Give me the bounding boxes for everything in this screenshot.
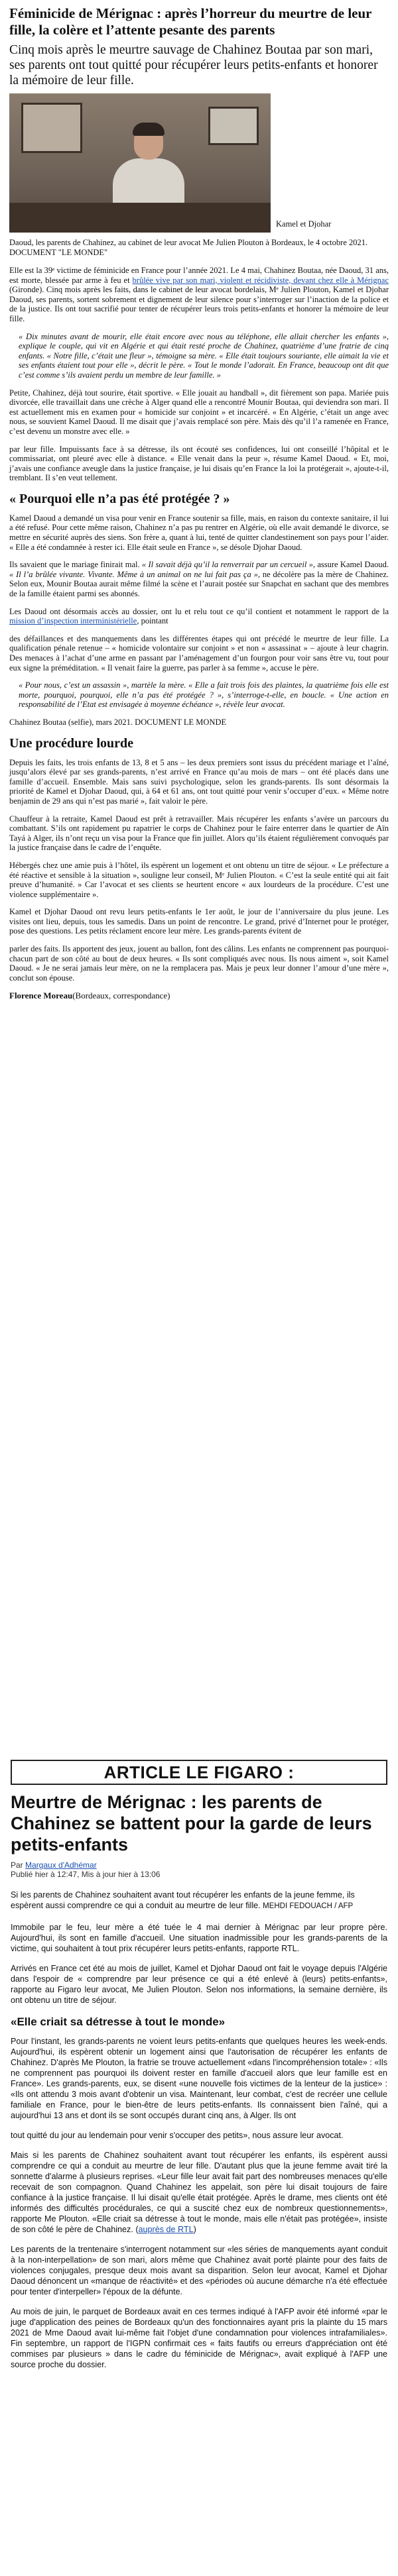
link-burned-alive[interactable]: brûlée vive par son mari, violent et récidiviste, devant chez elle à Mérignac: [132, 275, 389, 285]
article2-title: Meurtre de Mérignac : les parents de Chahinez se battent pour la garde de leurs petits-enfants: [11, 1792, 372, 1854]
paragraph-9: Chauffeur à la retraite, Kamel Daoud est prêt à retravailler. Mais récupérer les enfants s’avère un parcours du combattant. S’ils ont rapidement pu rapatrier le corps de Chahinez pour le faire enterrer dans le quartier de Aïn Tayá à Alger, ils n’ont reçu un visa pour la France que fin juillet. Alors qu’ils étaient régulièrement convoqués par la justice française dans le cadre de l’enquête.: [9, 814, 389, 853]
article1-intro: Cinq mois après le meurtre sauvage de Chahinez Boutaa par son mari, ses parents ont tout quitté pour récupérer leurs petits-enfants et honorer la mémoire de leur fille.: [9, 43, 378, 87]
paragraph-8: Depuis les faits, les trois enfants de 13, 8 et 5 ans – les deux premiers sont issus du précédent mariage et l’aîné, jusqu’alors élevé par ses grands-parents, n’est arrivé en France qu’au mois de mars – ont été placés dans une famille d’accueil. Ensemble. Mais sans suivi psychologique, selon les grands-parents. Ils sont désormais la priorité de Kamel et Djohar Daoud, qui, à 64 et 61 ans, ont tout quitté pour venir s’occuper d’eux. « Même notre benjamin de 29 ans qui n’est pas marié », fait valoir le père.: [9, 757, 389, 806]
paragraph-11: Kamel et Djohar Daoud ont revu leurs petits-enfants le 1er août, le jour de l’anniversaire du plus jeune. Les visites ont lieu, depuis, tous les samedis. Dans un point de rencontre. Le grand, privé d’Internet pour le protéger, pose des questions. Les petits réclament encore leur mère. Les grands-parents évitent de: [9, 907, 389, 936]
author-link[interactable]: Margaux d'Adhémar: [25, 1860, 97, 1870]
publish-date: Publié hier à 12:47, Mis à jour hier à 13:06: [11, 1870, 161, 1879]
paragraph-2: Petite, Chahinez, déjà tout sourire, était sportive. « Elle jouait au handball », dit fièrement son papa. Mariée puis divorcée, elle travaillait dans une crèche à Alger quand elle a rencontré Mounir Boutaa, qui deviendra son mari. Il est actuellement mis en examen pour « homicide sur conjoint » et incarcéré. « En Algérie, c’était un ange avec nous, se souvient Kamel Daoud. Il me disait que j’avais remplacé son père. Mais dès qu’il l’a ramenée en France, c’est devenu un monstre avec elle. »: [9, 388, 389, 436]
a2-paragraph-1: Immobile par le feu, leur mère a été tuée le 4 mai dernier à Mérignac par leur propre père. Aujourd'hui, ils sont en famille d'accueil. Une situation inadmissible pour les grands-parents de la victime, qui souhaitent à tout prix récupérer leurs petits-enfants, rapporte RTL.: [11, 1923, 387, 1953]
parents-photo: [9, 93, 271, 233]
author-credit: Florence Moreau(Bordeaux, correspondance): [9, 991, 170, 1001]
a2-subheading: «Elle criait sa détresse à tout le monde»: [11, 2015, 226, 2028]
figaro-banner: ARTICLE LE FIGARO :: [11, 1760, 387, 1785]
byline: Par Margaux d'Adhémar: [11, 1860, 97, 1870]
paragraph-10: Hébergés chez une amie puis à l’hôtel, ils espèrent un logement et ont obtenu un titre de séjour. « Le préfecture a été réactive et sensible à la situation », souligne leur conseil, Mᵉ Julien Plouton. « C’est la seule entité qui ait fait preuve d’humanité. » Car l’avocat et ses clients se heurtent encore « aux lourdeurs de la procédure. C’est une violence supplémentaire ».: [9, 860, 389, 899]
paragraph-4: Kamel Daoud a demandé un visa pour venir en France soutenir sa fille, mais, en raison du contexte sanitaire, il lui a été refusé. Pour cette même raison, Chahinez n’a pas pu rentrer en Algérie, où elle avait demandé le divorce, se mettre en sécurité auprès des siens. Son frère a, quant à lui, tenté de quitter clandestinement son pays pour l’aider. « Elle a été condamnée à rester ici. Elle était seule en France », se désole Djohar Daoud.: [9, 513, 389, 552]
a2-paragraph-3: Pour l'instant, les grands-parents ne voient leurs petits-enfants que quelques heures les week-ends. Aujourd'hui, ils espèrent obtenir un logement ainsi que l'autorisation de récupérer les enfants de Chahinez. D'après Me Plouton, la fratrie se trouve actuellement «dans l'incompréhension totale» : «Ils ne comprennent pas pourquoi ils doivent rester en famille d'accueil alors que leur famille est en France». Les grands-parents, eux, se disent «une nouvelle fois victimes de la lenteur de la justice» : «Ils ont attendu 3 mois avant d'obtenir un visa. Maintenant, leur combat, c'est de recréer une cellule familiale en France, pour le bien-être de leurs petits-enfants. Ils connaissent bien l'aîné, qui a aujourd'hui 13 ans et dont ils se sont occupés durant cinq ans, à Alger. Ils ont: [11, 2037, 387, 2120]
a2-paragraph-5: Mais si les parents de Chahinez souhaitent avant tout récupérer les enfants, ils espèrent aussi comprendre ce qui a conduit au meurtre de leur fille. D'autant plus que la jeune femme avait tiré la sonnette d'alarme à plusieurs reprises. «Leur fille leur avait fait part des nombreuses menaces qu'elle recevait de son compagnon. Quand Chahinez les appelait, son père lui disait toujours de faire confiance à la justice française. Il lui disait qu'elle était protégée. Après le drame, mes clients ont été informés des difficultés procédurales, ce qui a suscité chez eux de nombreux questionnements», rapporte Me Plouton. «Elle criait sa détresse à tout le monde, mais elle n'était pas protégée», insiste de son côté le père de Chahinez. (auprès de RTL): [11, 2151, 387, 2234]
a2-paragraph-4: tout quitté du jour au lendemain pour venir s'occuper des petits», nous assure leur avocat.: [11, 2131, 344, 2140]
subheading-procedure: Une procédure lourde: [9, 735, 134, 751]
article1-title: Féminicide de Mérignac : après l’horreur du meurtre de leur fille, la colère et l’attente pesante des parents: [9, 5, 372, 38]
subheading-protection: « Pourquoi elle n’a pas été protégée ? »: [9, 491, 230, 506]
a2-paragraph-2: Arrivés en France cet été au mois de juillet, Kamel et Djohar Daoud ont fait le voyage depuis l'Algérie dans l'espoir de « comprendre par leur présence ce qui a été enlevé à (leurs) petits-enfants», rapporte au Figaro leur avocat, Me Julien Plouton. Selon nos informations, la semaine dernière, ils ont obtenu un titre de séjour.: [11, 1964, 387, 2005]
photo-caption-side: Kamel et Djohar: [276, 219, 332, 229]
link-inspection-mission[interactable]: mission d’inspection interministérielle: [9, 616, 137, 626]
paragraph-3: par leur fille. Impuissants face à sa détresse, ils ont écouté ses confidences, lui ont conseillé l’hôpital et le commissariat, ont pleuré avec elle à distance. « Elle venait dans la peur », résume Kamel Daoud. « Et, moi, j’avais une confiance aveugle dans la justice française, je lui disais qu’en France la loi la protégerait », ajoute-t-il, tremblant. Il s’en veut tellement.: [9, 444, 389, 483]
article-le-figaro: [0, 1754, 398, 2576]
a2-paragraph-7: Au mois de juin, le parquet de Bordeaux avait en ces termes indiqué à l'AFP avoir été informé «par le juge d'application des peines de Bordeaux qu'un des fonctionnaires ayant pris la plainte du 15 mars 2021 de Mme Daoud avait lui-même fait l'objet d'une condamnation pour violences intrafamiliales». Fin septembre, un rapport de l'IGPN confirmait ces « faits fautifs ou erreurs d'appréciation ont été commises par plusieurs » dans le cadre du féminicide de Mérignac», avait expliqué à l'AFP une source proche du dossier.: [11, 2307, 387, 2369]
paragraph-6: Les Daoud ont désormais accès au dossier, ont lu et relu tout ce qu’il contient et notamment le rapport de la mission d’inspection interministérielle, pointant: [9, 606, 389, 626]
paragraph-7: des défaillances et des manquements dans les différentes étapes qui ont précédé le meurtre de leur fille. La qualification pénale retenue – « homicide volontaire sur conjoint » et non « assassinat » – ajoute à leur chagrin. Des menaces à l’achat d’une arme en passant par l’aménagement d’un fourgon pour voir sans être vu, tout pour eux signe la préméditation. « Il venait faire la guerre, pas parler à sa femme », accuse le père.: [9, 633, 389, 672]
paragraph-5: Ils savaient que le mariage finirait mal. « Il savait déjà qu’il la renverrait par un cercueil », assure Kamel Daoud. « Il l’a brûlée vivante. Vivante. Même à un animal on ne lui fait pas ça », ne décolère pas la mère de Chahinez. Selon eux, Mounir Boutaa aurait même filmé la scène et l’aurait postée sur Snapchat en sachant que des membres de la famille étaient parmi ses abonnés.: [9, 560, 389, 599]
paragraph-1: Elle est la 39ᵉ victime de féminicide en France pour l’année 2021. Le 4 mai, Chahinez Boutaa, née Daoud, 31 ans, est morte, blessée par arme à feu et brûlée vive par son mari, violent et récidiviste, devant chez elle à Mérignac (Gironde). Cinq mois après les faits, dans le cabinet de leur avocat bordelais, Mᵉ Julien Plouton, Kamel et Djohar Daoud, ses parents, sortent sobrement et dignement de leur silence pour s’interroger sur l’inaction de la police et de la justice. Ils ont tout sacrifié pour tenter de récupérer leurs trois petits-enfants et honorer la mémoire de leur fille.: [9, 266, 389, 323]
quote-2: « Pour nous, c’est un assassin », martèle la mère. « Elle a fait trois fois des plaintes, la quatrième fois elle est morte, pourquoi, pourquoi, elle n’a pas été protégée ? », s’interroge-t-elle, en boucle. « Une action en responsabilité de l’Etat est envisagée à moyenne échéance », révèle leur avocat.: [19, 680, 389, 710]
photo-caption: Daoud, les parents de Chahinez, au cabinet de leur avocat Me Julien Plouton à Bordeaux, le 4 octobre 2021. DOCUMENT "LE MONDE": [9, 238, 368, 257]
lead-caption: MEHDI FEDOUACH / AFP: [263, 1902, 354, 1910]
photo-block: [9, 93, 389, 238]
article2-lead: Si les parents de Chahinez souhaitent avant tout récupérer les enfants de la jeune femme, ils espèrent aussi comprendre ce qui a conduit au meurtre de leur fille. MEHDI FEDOUACH / AFP: [11, 1890, 355, 1910]
paragraph-12: parler des faits. Ils apportent des jeux, jouent au ballon, font des câlins. Les enfants ne comprennent pas pourquoi-chacun part de son côté au bout de deux heures. « Ils sont compliqués avec nous. Ils nous aiment », soit Kamel Daoud. « Je ne serai jamais leur mère, on ne la remplacera pas. Mais je peux leur donner l’amour d’une mère », conclut son épouse.: [9, 944, 389, 983]
a2-paragraph-6: Les parents de la trentenaire s'interrogent notamment sur «les séries de manquements ayant conduit à la non-interpellation» de son mari, alors même que Chahinez avait porté plainte pour des faits de violences conjugales, presque deux mois avant sa disparition. Selon leur avocat, Kamel et Djohar Daoud dénoncent un «manque de réactivité» et des «périodes où aucune démarche n'a été effectuée pour tenter d'interpeller» l'époux de la défunte.: [11, 2245, 387, 2296]
quote-1: « Dix minutes avant de mourir, elle était encore avec nous au téléphone, elle allait chercher les enfants », explique le couple, qui vit en Algérie et qui était resté proche de Chahinez, quatrième d’une fratrie de cinq enfants. « Notre fille, c’était une fleur », témoigne sa mère. « Elle était toujours souriante, elle aimait la vie et ses enfants étaient tout pour elle », décrit le père. « Tout le monde l’adorait. En France, beaucoup ont dit que c’est comme s’ils avaient perdu un membre de leur famille. »: [19, 331, 389, 380]
photo2-caption: Chahinez Boutaa (selfie), mars 2021. DOCUMENT LE MONDE: [9, 717, 227, 727]
rtl-link[interactable]: auprès de RTL: [138, 2225, 194, 2234]
